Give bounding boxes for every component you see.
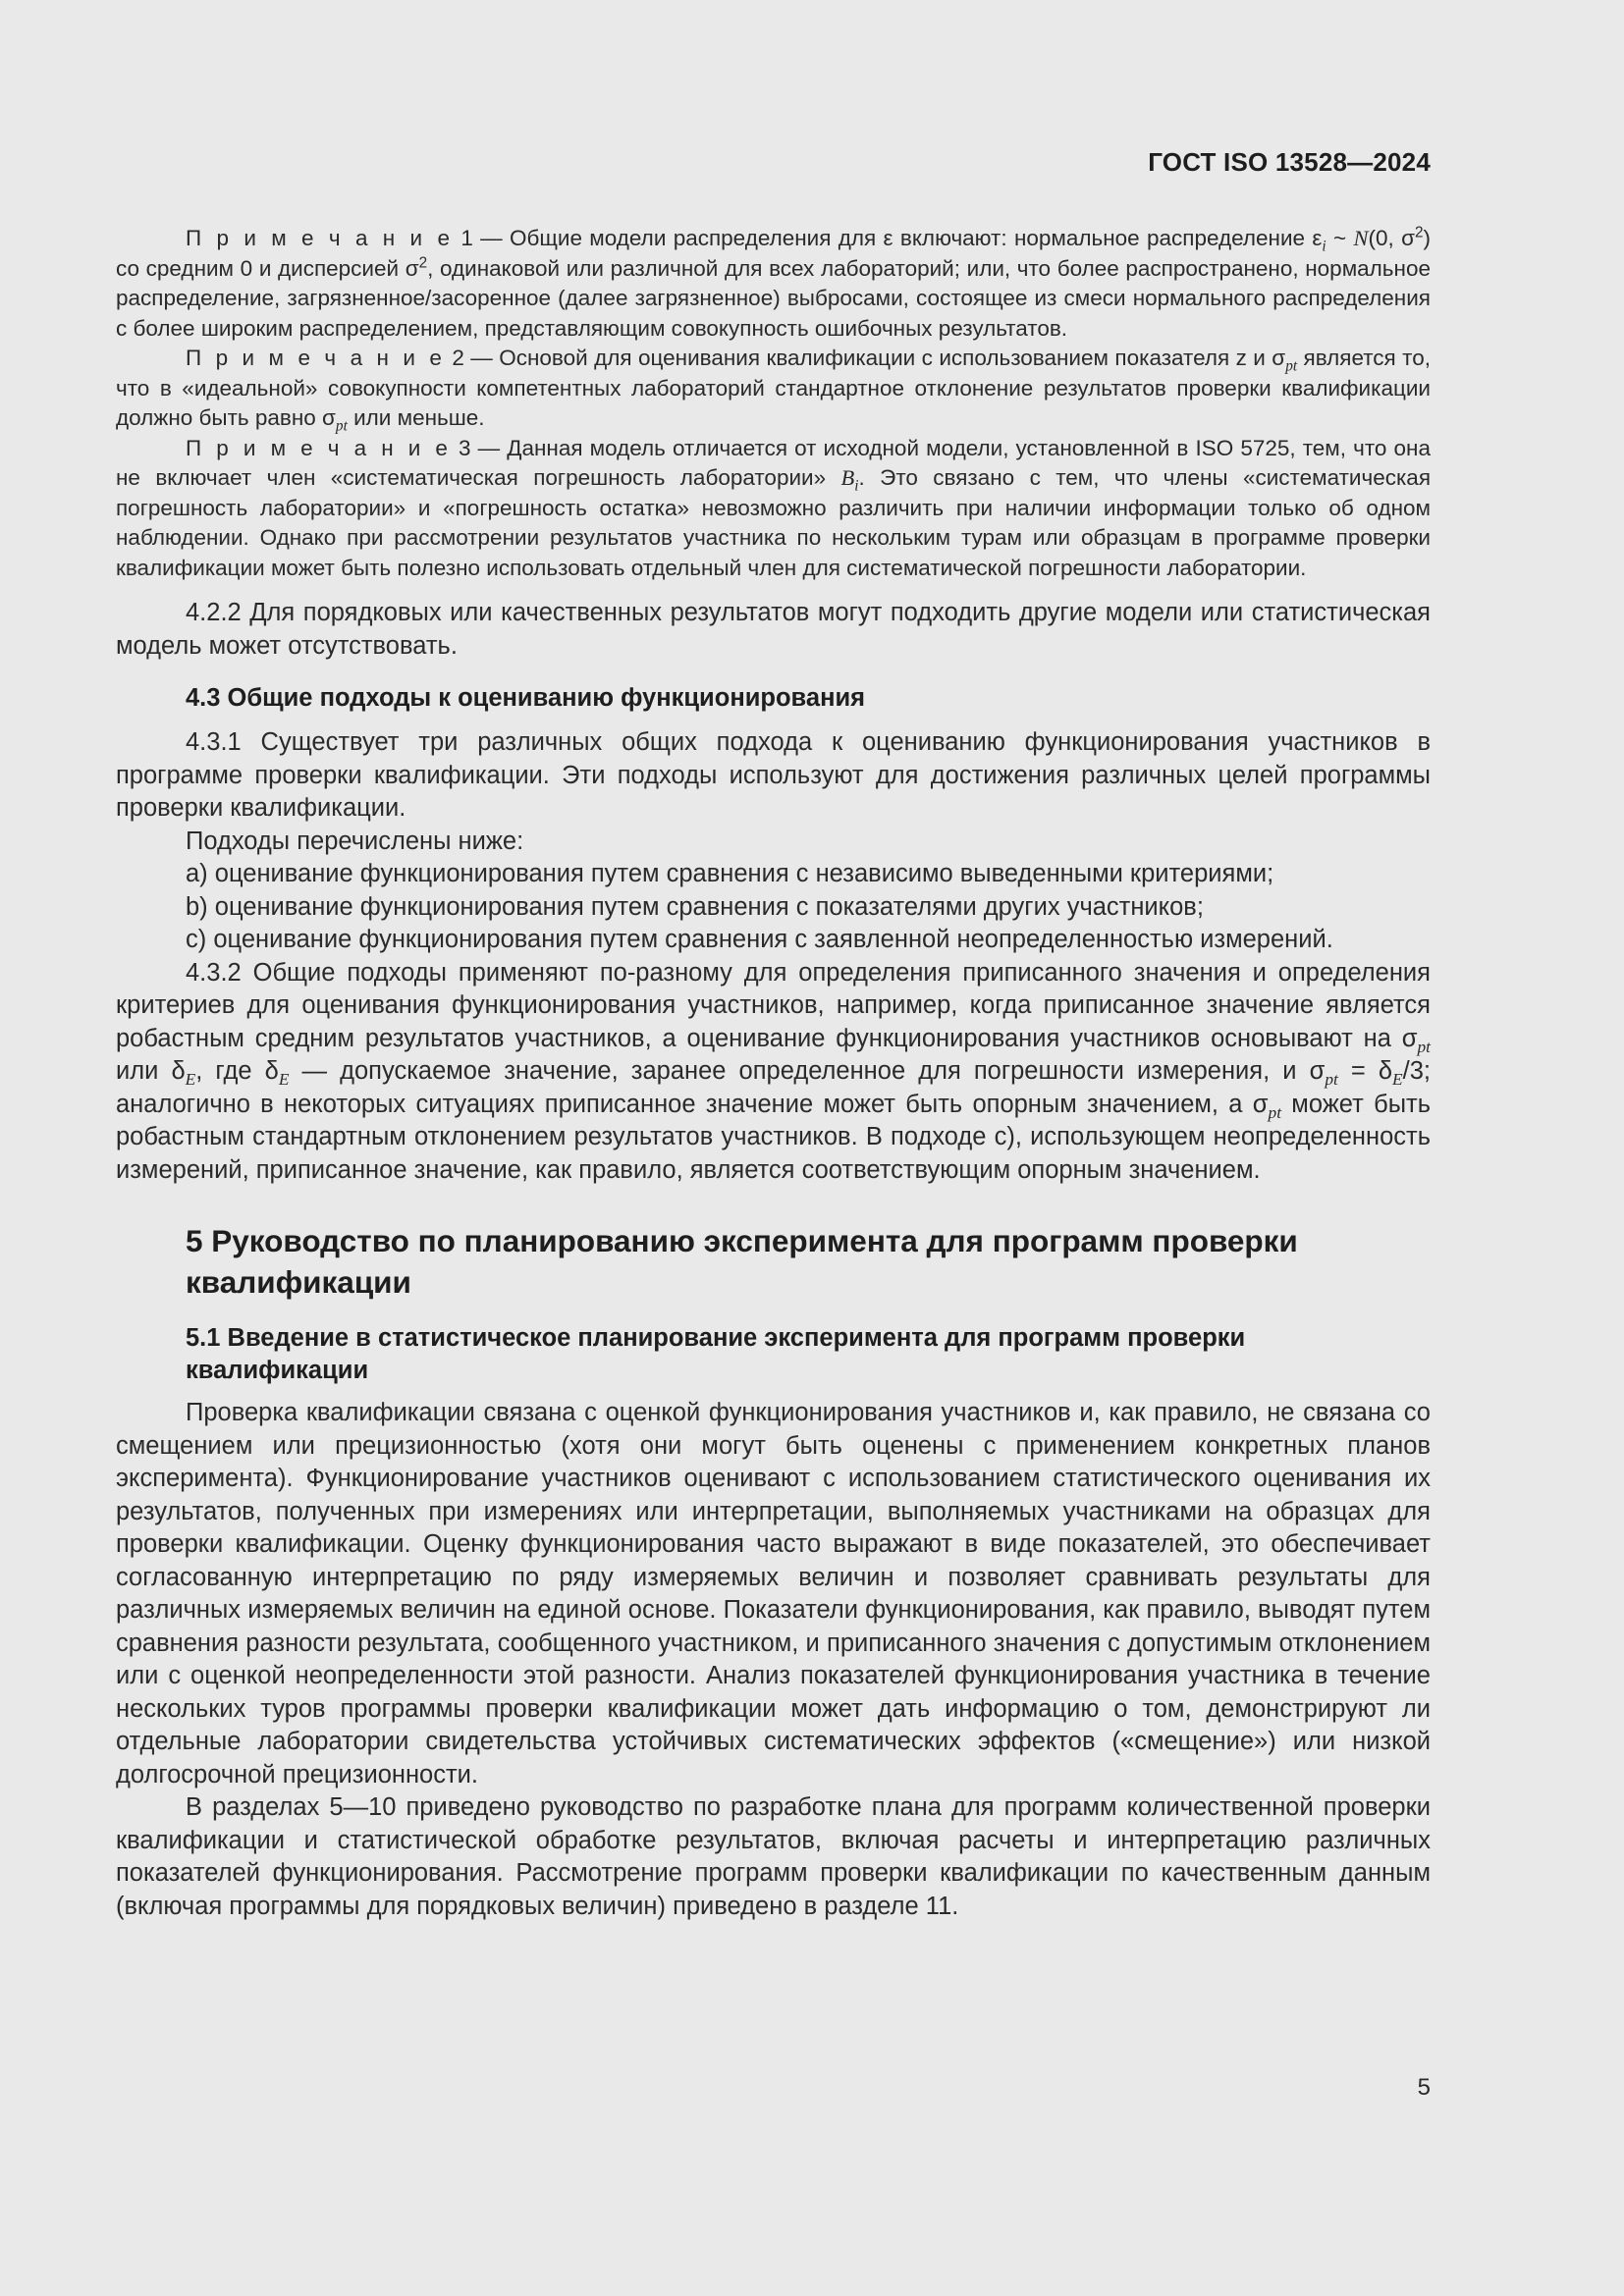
paragraph-5-1-a: Проверка квалификации связана с оценкой функционирования участников и, как правило, не связана со смещением или прецизионностью (хотя они могут быть оценены с применением конкретных планов эксперимента). Функционирование участников оценивают с использованием статистического оценивания их результатов, полученных при измерениях или интерпретации, выполняемых участниками на образцах для проверки квалификации. Оценку функционирования часто выражают в виде показателей, это обеспечивает согласованную интерпретацию по ряду измеряемых величин и позволяет сравнивать результаты для различных измеряемых величин на единой основе. Показатели функционирования, как правило, выводят путем сравнения разности результата, сообщенного участником, и приписанного значения с допустимым отклонением или с оценкой неопределенности этой разности. Анализ показателей функционирования участника в течение нескольких туров программы проверки квалификации может дать информацию о том, демонстрируют ли отдельные лаборатории свидетельства устойчивых систематических эффектов («смещение») или низкой долгосрочной прецизионности.	[116, 1399, 1431, 1789]
chapter-heading-5: 5 Руководство по планированию эксперимента для программ проверки квалификации	[186, 1223, 1298, 1300]
approaches-intro: Подходы перечислены ниже:	[186, 827, 524, 855]
approach-item-a: a) оценивание функционирования путем сравнения с независимо выведенными критериями;	[186, 860, 1274, 887]
paragraph-5-1-b: В разделах 5—10 приведено руководство по разработке плана для программ количественной проверки квалификации и статистической обработке результатов, включая расчеты и интерпретацию различных показателей функционирования. Рассмотрение программ проверки квалификации по качественным данным (включая программы для порядковых величин) приведено в разделе 11.	[116, 1793, 1431, 1920]
note-1: П р и м е ч а н и е 1 — Общие модели распределения для ε включают: нормальное распределение $\varepsilon_i$ ~ N(0, $\sigma^2$) со средним 0 и дисперсией $\sigma^2$, одинаковой или различной для всех лабораторий; или, что более распространено, нормальное распределение, загрязненное/засоренное (далее загрязненное) выбросами, состоящее из смеси нормального распределения с более широким распределением, представляющим совокупность ошибочных результатов.	[116, 224, 1431, 341]
approach-item-b: b) оценивание функционирования путем сравнения с показателями других участников;	[186, 892, 1204, 921]
document-header: ГОСТ ISO 13528—2024	[1148, 147, 1431, 177]
section-heading-4-3: 4.3 Общие подходы к оцениванию функционирования	[186, 684, 866, 712]
note-3: П р и м е ч а н и е 3 — Данная модель отличается от исходной модели, установленной в ISO 5725, тем, что она не включает член «систематическая погрешность лаборатории» $B_i$. Это связано с тем, что члены «систематическая погрешность лаборатории» и «погрешность остатка» невозможно различить при наличии информации только об одном наблюдении. Однако при рассмотрении результатов участника по нескольким турам или образцам в программе проверки квалификации может быть полезно использовать отдельный член для систематической погрешности лаборатории.	[116, 435, 1432, 580]
paragraph-4-2-2: 4.2.2 Для порядковых или качественных результатов могут подходить другие модели или статистическая модель может отсутствовать.	[116, 599, 1431, 660]
note-2: П р и м е ч а н и е 2 — Основой для оценивания квалификации с использованием показателя z и $\sigma_{pt}$ является то, что в «идеальной» совокупности компетентных лабораторий стандартное отклонение результатов проверки квалификации должно быть равно $\sigma_{pt}$ или меньше.	[116, 346, 1431, 435]
page-number: 5	[1417, 2074, 1431, 2101]
paragraph-4-3-2: 4.3.2 Общие подходы применяют по-разному для определения приписанного значения и определения критериев для оценивания функционирования участников, например, когда приписанное значение является робастным средним результатов участников, а оценивание функционирования участников основывают на $\sigma_{pt}$ или $\delta_E$, где $\delta_E$ — допускаемое значение, заранее определенное для погрешности измерения, и $\sigma_{pt} = \delta_E/3$; аналогично в некоторых ситуациях приписанное значение может быть опорным значением, а $\sigma_{pt}$ может быть робастным стандартным отклонением результатов участников. В подходе с), использующем неопределенность измерений, приписанное значение, как правило, является соответствующим опорным значением.	[116, 958, 1431, 1184]
approach-item-c: c) оценивание функционирования путем сравнения с заявленной неопределенностью измерений.	[186, 926, 1333, 953]
page-content	[116, 224, 1431, 1923]
section-heading-5-1: 5.1 Введение в статистическое планирование эксперимента для программ проверки квалификации	[186, 1324, 1246, 1384]
paragraph-4-3-1: 4.3.1 Существует три различных общих подхода к оцениванию функционирования участников в программе проверки квалификации. Эти подходы используют для достижения различных целей программы проверки квалификации.	[116, 728, 1431, 822]
